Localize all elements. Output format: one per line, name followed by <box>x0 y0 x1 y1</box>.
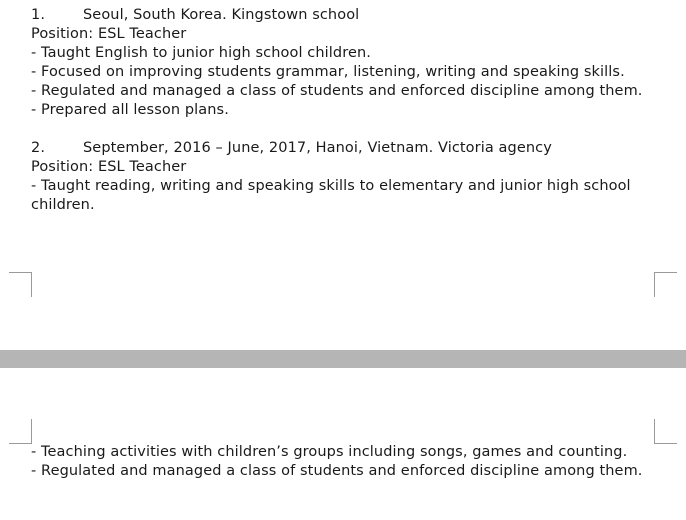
margin-corner-top-left <box>9 419 32 444</box>
page-2-bullet-2: - Regulated and managed a class of students and enforced discipline among them. <box>31 463 643 479</box>
entry-1-number: 1. <box>31 7 46 23</box>
page-2-bullet-1: - Teaching activities with children’s groups including songs, games and counting. <box>31 444 628 460</box>
paragraph-spacer <box>31 120 651 139</box>
entry-2-number: 2. <box>31 140 46 156</box>
page-2-text[interactable] <box>31 443 651 481</box>
page-1-text[interactable] <box>31 6 651 215</box>
entry-1-heading <box>31 6 651 25</box>
entry-2-bullet-1: - Taught reading, writing and speaking skills to elementary and junior high school children. <box>31 178 636 213</box>
entry-1-bullet-2: - Focused on improving students grammar, listening, writing and speaking skills. <box>31 64 625 80</box>
entry-1-position: Position: ESL Teacher <box>31 26 187 42</box>
entry-2-heading <box>31 139 651 158</box>
margin-corner-bottom-left <box>9 272 32 297</box>
entry-1-bullet-4: - Prepared all lesson plans. <box>31 102 229 118</box>
entry-1-bullet-3: - Regulated and managed a class of students and enforced discipline among them. <box>31 83 643 99</box>
document-page-2[interactable] <box>0 368 686 520</box>
entry-2-title: September, 2016 – June, 2017, Hanoi, Vietnam. Victoria agency <box>83 140 552 156</box>
margin-corner-top-right <box>654 419 677 444</box>
page-break-gap <box>0 350 686 368</box>
entry-1-title: Seoul, South Korea. Kingstown school <box>83 7 360 23</box>
margin-corner-bottom-right <box>654 272 677 297</box>
entry-2-position: Position: ESL Teacher <box>31 159 187 175</box>
entry-1-bullet-1: - Taught English to junior high school children. <box>31 45 371 61</box>
